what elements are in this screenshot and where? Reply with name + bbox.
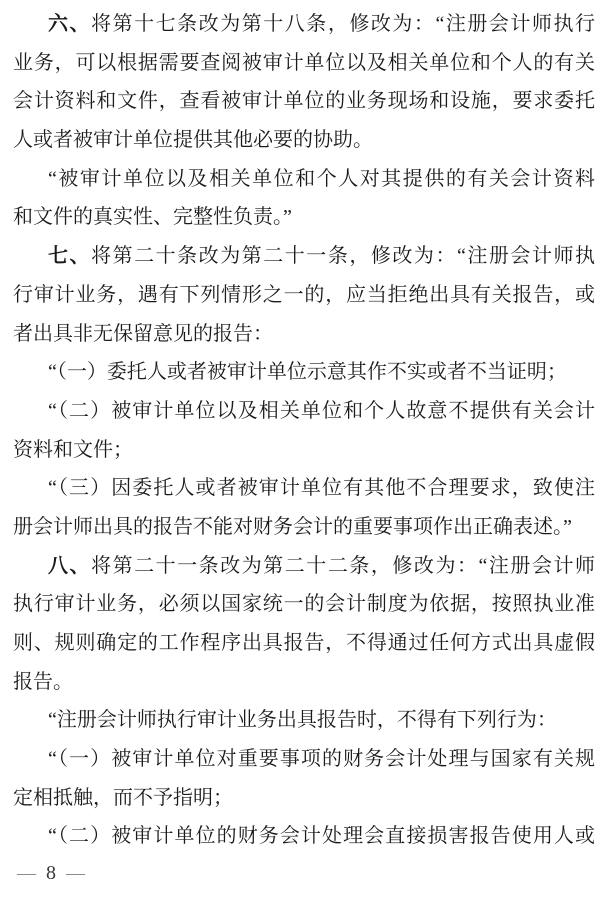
line-text: 定相抵触，而不予指明； bbox=[13, 786, 233, 809]
page-number: 8 bbox=[46, 862, 56, 884]
text-line bbox=[13, 663, 595, 702]
paragraph bbox=[13, 469, 595, 546]
text-line bbox=[13, 315, 595, 354]
line-text: 人或者被审计单位提供其他必要的协助。 bbox=[13, 129, 373, 152]
text-line bbox=[13, 469, 595, 508]
text-line bbox=[13, 160, 595, 199]
line-text: 册会计师出具的报告不能对财务会计的重要事项作出正确表述。” bbox=[13, 515, 572, 538]
text-line bbox=[13, 431, 595, 470]
text-line bbox=[13, 392, 595, 431]
line-text: 行审计业务，遇有下列情形之一的，应当拒绝出具有关报告，或 bbox=[13, 283, 595, 306]
text-line bbox=[13, 5, 595, 44]
paragraph bbox=[13, 5, 595, 160]
text-line bbox=[13, 198, 595, 237]
line-text: 将第二十一条改为第二十二条，修改为：“注册会计师 bbox=[91, 554, 595, 577]
line-text: 者出具非无保留意见的报告： bbox=[13, 322, 273, 345]
paragraph bbox=[13, 237, 595, 353]
paragraph bbox=[13, 547, 595, 702]
line-text: 将第二十条改为第二十一条，修改为：“注册会计师执 bbox=[91, 245, 595, 268]
text-line bbox=[13, 82, 595, 121]
page-footer bbox=[17, 861, 85, 886]
line-text: 业务，可以根据需要查阅被审计单位以及相关单位和个人的有关 bbox=[13, 51, 595, 74]
clause-number: 六、 bbox=[48, 13, 92, 35]
line-text: 执行审计业务，必须以国家统一的会计制度为依据，按照执业准 bbox=[13, 593, 595, 616]
text-line bbox=[13, 779, 595, 818]
line-text: “（三）因委托人或者被审计单位有其他不合理要求，致使注 bbox=[48, 477, 595, 500]
paragraph bbox=[13, 740, 595, 817]
text-line bbox=[13, 237, 595, 276]
paragraph bbox=[13, 701, 595, 740]
line-text: 将第十七条改为第十八条，修改为：“注册会计师执行 bbox=[91, 13, 595, 35]
text-line bbox=[13, 547, 595, 586]
paragraph bbox=[13, 817, 595, 856]
line-text: 则、规则确定的工作程序出具报告，不得通过任何方式出具虚假 bbox=[13, 632, 595, 654]
line-text: “（二）被审计单位以及相关单位和个人故意不提供有关会计 bbox=[48, 399, 595, 422]
line-text: “（一）被审计单位对重要事项的财务会计处理与国家有关规 bbox=[48, 748, 595, 771]
clause-number: 八、 bbox=[48, 554, 92, 577]
text-line bbox=[13, 585, 595, 624]
text-line bbox=[13, 740, 595, 779]
footer-dash-left: — bbox=[17, 863, 36, 884]
line-text: “被审计单位以及相关单位和个人对其提供的有关会计资料 bbox=[48, 167, 595, 190]
text-line bbox=[13, 44, 595, 83]
clause-number: 七、 bbox=[48, 245, 92, 268]
text-line bbox=[13, 817, 595, 856]
paragraph bbox=[13, 160, 595, 237]
text-line bbox=[13, 508, 595, 547]
line-text: 会计资料和文件，查看被审计单位的业务现场和设施，要求委托 bbox=[13, 90, 595, 113]
line-text: 资料和文件； bbox=[13, 438, 133, 461]
text-line bbox=[13, 353, 595, 392]
paragraph bbox=[13, 392, 595, 469]
text-line bbox=[13, 276, 595, 315]
footer-dash-right: — bbox=[66, 863, 85, 884]
paragraph bbox=[13, 353, 595, 392]
text-line bbox=[13, 701, 595, 740]
line-text: “（二）被审计单位的财务会计处理会直接损害报告使用人或 bbox=[48, 825, 595, 848]
line-text: “注册会计师执行审计业务出具报告时，不得有下列行为： bbox=[48, 709, 557, 732]
document-body bbox=[13, 5, 595, 856]
line-text: 报告。 bbox=[13, 670, 73, 693]
text-line bbox=[13, 624, 595, 663]
line-text: 和文件的真实性、完整性负责。” bbox=[13, 206, 292, 229]
text-line bbox=[13, 121, 595, 160]
line-text: “（一）委托人或者被审计单位示意其作不实或者不当证明； bbox=[48, 361, 567, 384]
